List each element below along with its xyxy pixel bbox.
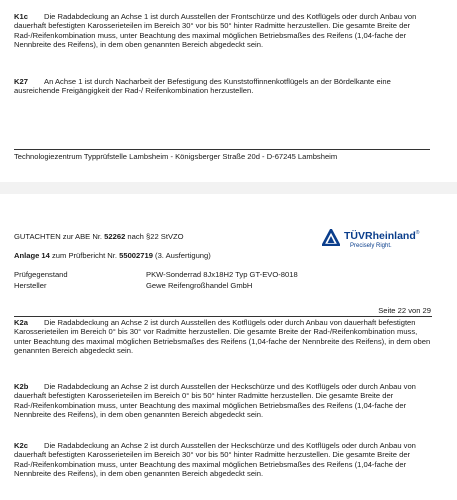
section-code: K1c — [14, 12, 28, 21]
field-value-pruefgegenstand: PKW-Sonderrad 8Jx18H2 Typ GT-EVO-8018 — [146, 270, 298, 279]
page-number: Seite 22 von 29 — [378, 306, 431, 315]
document-page-top — [0, 0, 457, 182]
logo-name: TÜVRheinland® — [344, 230, 420, 242]
section-k1c — [14, 12, 432, 49]
page-number-divider — [14, 316, 432, 317]
section-k2c — [14, 441, 432, 478]
section-text: Die Radabdeckung an Achse 2 ist durch Ausstellen des Kotflügels oder durch Anbau von dauerhaft befestigten Karosserieteilen im Bereich 0° bis 30° vor Radmitte herzustellen. Die gesamte Breite der Rad-/Reifenkombination muss, unter Beachtung des maximal möglichen Betriebsmaßes des Reifens (1,04-fache der Nennbreite des Reifens), in dem oben genannten Bereich abgedeckt sein. — [14, 318, 431, 355]
field-label-pruefgegenstand: Prüfgegenstand — [14, 270, 68, 279]
gutachten-number: 52262 — [104, 232, 126, 241]
field-label-hersteller: Hersteller — [14, 281, 47, 290]
gutachten-suffix: nach §22 StVZO — [127, 232, 184, 241]
section-code: K2c — [14, 441, 28, 450]
triangle-logo-icon — [322, 229, 340, 246]
section-text: An Achse 1 ist durch Nacharbeit der Befestigung des Kunststoffinnenkotflügels an der Bördelkante eine ausreichende Freigängigkeit der Rad-/ Reifenkombination herzustellen. — [14, 77, 391, 96]
page-footer: Technologiezentrum Typprüfstelle Lambsheim - Königsberger Straße 20d - D-67245 Lambsheim — [14, 152, 338, 161]
gutachten-line — [14, 232, 184, 241]
anlage-suffix: (3. Ausfertigung) — [155, 251, 211, 260]
anlage-prefix: Anlage 14 — [14, 251, 50, 260]
section-code: K2a — [14, 318, 28, 327]
field-value-hersteller: Gewe Reifengroßhandel GmbH — [146, 281, 253, 290]
section-text: Die Radabdeckung an Achse 1 ist durch Ausstellen der Frontschürze und des Kotflügels oder durch Anbau von dauerhaft befestigten Karosserieteilen im Bereich 30° vor bis 50° hinter Radmitte herzustellen. Die gesamte Breite der Rad-/Reifenkombination muss, unter Beachtung des maximal möglichen Betriebsmaßes des Reifens (1,04-fache der Nennbreite des Reifens), in dem oben genannten Bereich abgedeckt sein. — [14, 12, 417, 49]
gutachten-prefix: GUTACHTEN zur ABE Nr. — [14, 232, 103, 241]
section-text: Die Radabdeckung an Achse 2 ist durch Ausstellen der Heckschürze und des Kotflügels oder durch Anbau von dauerhaft befestigten Karosserieteilen im Bereich 0° bis 50° hinter Radmitte herzustellen. Die gesamte Breite der Rad-/Reifenkombination muss, unter Beachtung des maximal möglichen Betriebsmaßes des Reifens (1,04-fache der Nennbreite des Reifens), in dem oben genannten Bereich abgedeckt sein. — [14, 382, 416, 419]
anlage-middle: zum Prüfbericht Nr. — [52, 251, 117, 260]
section-code: K27 — [14, 77, 28, 86]
tuv-rheinland-logo — [322, 227, 442, 257]
section-k27 — [14, 77, 432, 96]
section-text: Die Radabdeckung an Achse 2 ist durch Ausstellen der Heckschürze und des Kotflügels oder durch Anbau von dauerhaft befestigten Karosserieteilen im Bereich 30° vor bis 50° hinter Radmitte herzustellen. Die gesamte Breite der Rad-/Reifenkombination muss, unter Beachtung des maximal möglichen Betriebsmaßes des Reifens (1,04-fache der Nennbreite des Reifens), in dem oben genannten Bereich abgedeckt sein. — [14, 441, 416, 478]
section-k2a — [14, 318, 432, 355]
anlage-line — [14, 251, 211, 260]
section-code: K2b — [14, 382, 29, 391]
anlage-number: 55002719 — [119, 251, 153, 260]
section-k2b — [14, 382, 432, 419]
logo-tagline: Precisely Right. — [350, 243, 392, 249]
footer-divider — [14, 149, 430, 150]
